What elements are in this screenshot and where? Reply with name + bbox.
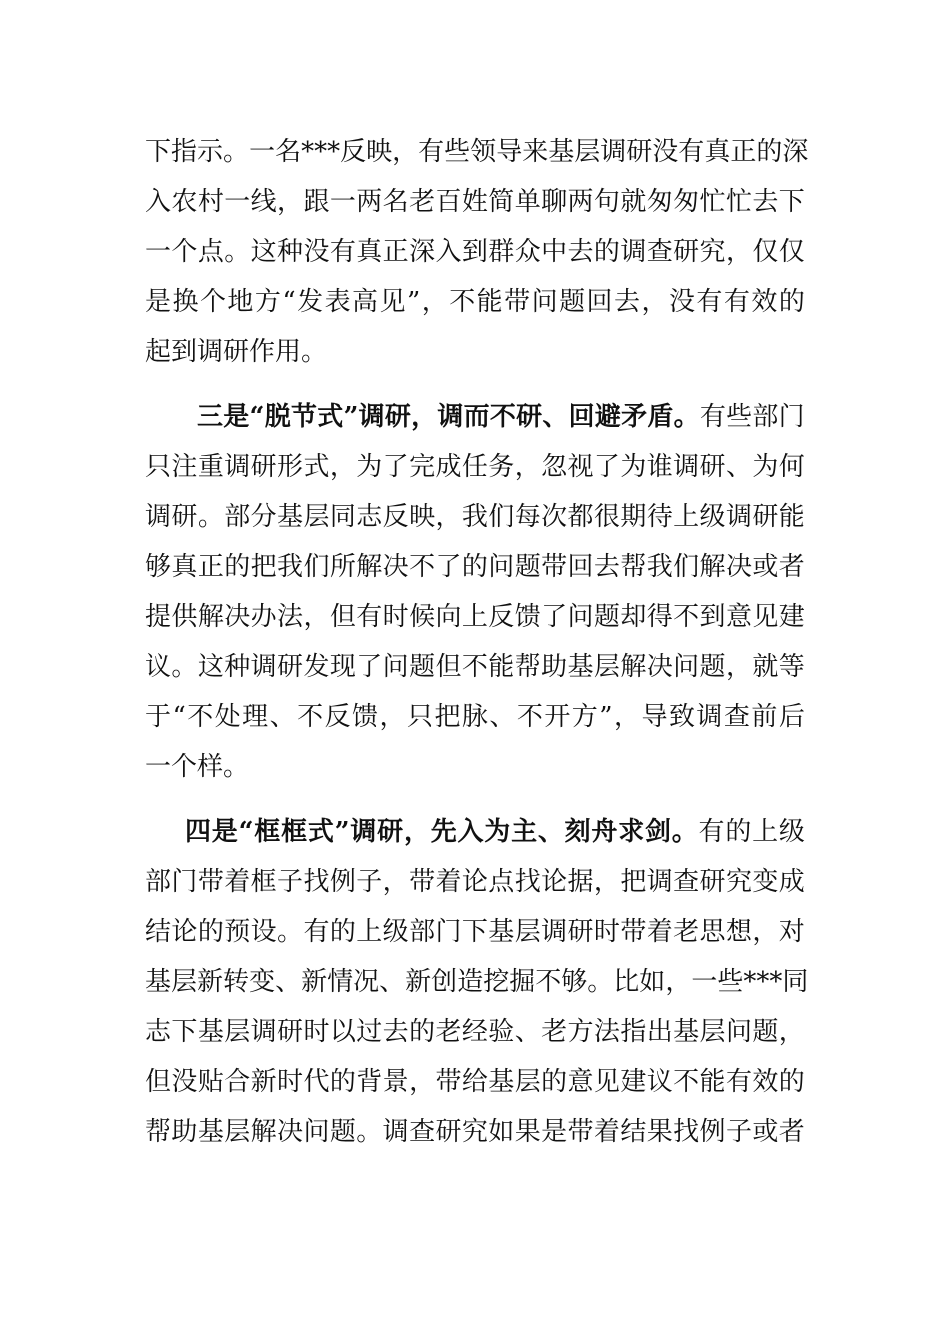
- paragraph-tuojie: [145, 392, 805, 792]
- text-line: 下指示。一名***反映，有些领导来基层调研没有真正的深: [145, 137, 809, 167]
- text-line-rest: 有些部门: [699, 402, 805, 432]
- text-line: 但没贴合新时代的背景，带给基层的意见建议不能有效的: [145, 1067, 805, 1097]
- text-line: 提供解决办法，但有时候向上反馈了问题却得不到意见建: [145, 602, 805, 632]
- text-line: 是换个地方“发表高见”，不能带问题回去，没有有效的: [145, 287, 805, 317]
- paragraph-continuation: [145, 127, 809, 377]
- document-body: [145, 127, 809, 1207]
- text-line: 部门带着框子找例子，带着论点找论据，把调查研究变成: [145, 867, 805, 897]
- text-line: 帮助基层解决问题。调查研究如果是带着结果找例子或者: [145, 1117, 805, 1147]
- text-line: [145, 1157, 805, 1207]
- text-line-lead: [145, 807, 805, 857]
- text-line: 入农村一线，跟一两名老百姓简单聊两句就匆匆忙忙去下: [145, 187, 805, 217]
- text-line: 志下基层调研时以过去的老经验、老方法指出基层问题，: [145, 1017, 805, 1047]
- text-line: 起到调研作用。: [145, 337, 328, 367]
- paragraph-heading: 三是“脱节式”调研，调而不研、回避矛盾。: [197, 402, 700, 432]
- paragraph-heading: 四是“框框式”调研，先入为主、刻舟求剑。: [185, 817, 698, 847]
- text-line-rest: 有的上级: [698, 817, 805, 847]
- text-line: 一个样。: [145, 752, 250, 782]
- text-line: 够真正的把我们所解决不了的问题带回去帮我们解决或者: [145, 552, 805, 582]
- text-line: 结论的预设。有的上级部门下基层调研时带着老思想，对: [145, 917, 805, 947]
- paragraph-kuangkuang: [145, 807, 809, 1207]
- text-line: 基层新转变、新情况、新创造挖掘不够。比如，一些***同: [145, 967, 809, 997]
- text-line: 于“不处理、不反馈，只把脉、不开方”，导致调查前后: [145, 702, 805, 732]
- text-line: 只注重调研形式，为了完成任务，忽视了为谁调研、为何: [145, 452, 805, 482]
- text-line: 调研。部分基层同志反映，我们每次都很期待上级调研能: [145, 502, 805, 532]
- text-line: 一个点。这种没有真正深入到群众中去的调查研究，仅仅: [145, 237, 805, 267]
- text-line: 议。这种调研发现了问题但不能帮助基层解决问题，就等: [145, 652, 805, 682]
- text-line-lead: [145, 392, 805, 442]
